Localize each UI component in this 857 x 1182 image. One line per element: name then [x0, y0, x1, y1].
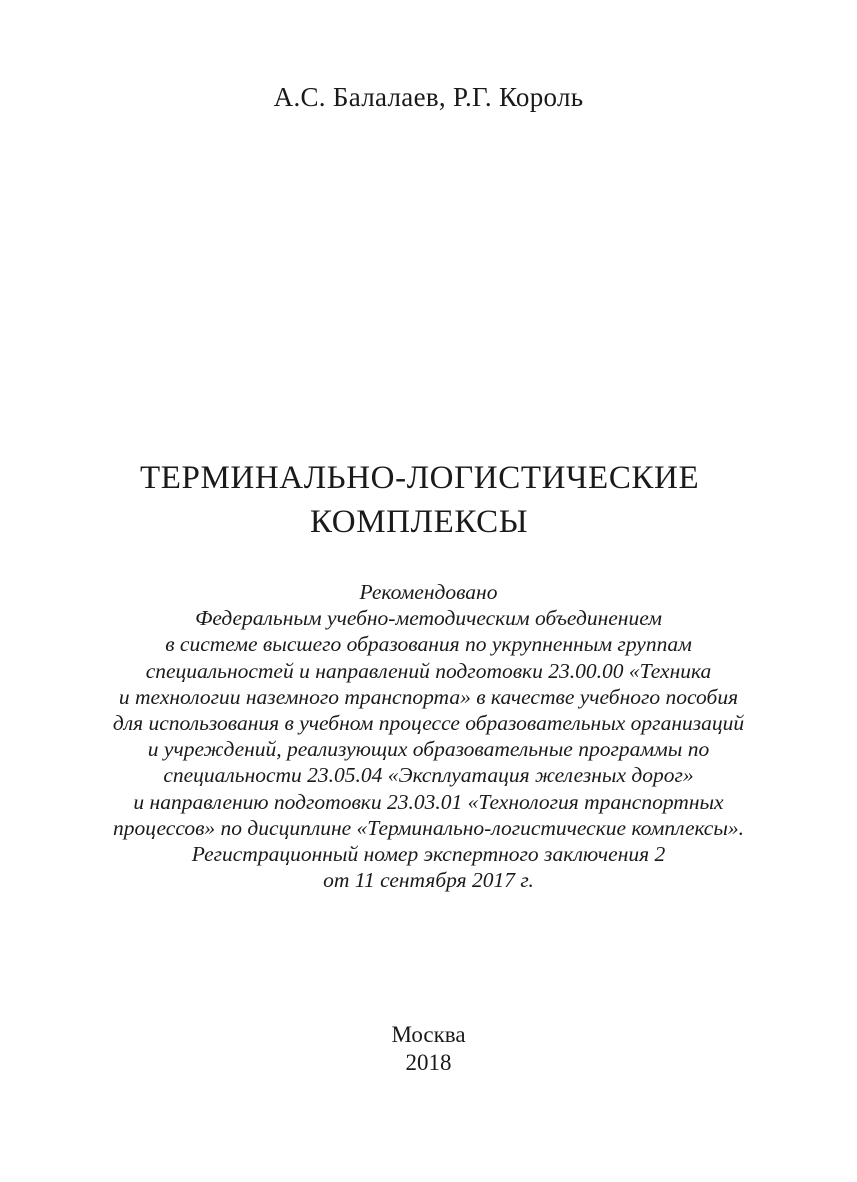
recommendation-line: и учреждений, реализующих образовательные программы по [147, 737, 710, 762]
recommendation-line: и технологии наземного транспорта» в качестве учебного пособия [118, 684, 739, 709]
recommendation-block [60, 579, 797, 893]
book-title-line-2: КОМПЛЕКСЫ [310, 504, 529, 540]
recommendation-line: Регистрационный номер экспертного заключения 2 [191, 842, 666, 867]
recommendation-line: Федеральным учебно-методическим объединением [195, 606, 662, 631]
recommendation-line: специальностей и направлений подготовки 23.00.00 «Техника [145, 658, 712, 683]
imprint [0, 1021, 857, 1077]
recommendation-line: в системе высшего образования по укрупненным группам [165, 632, 692, 657]
authors: А.С. Балалаев, Р.Г. Король [273, 82, 584, 112]
recommendation-line: для использования в учебном процессе образовательных организаций [112, 711, 745, 736]
book-title-line-1: ТЕРМИНАЛЬНО-ЛОГИСТИЧЕСКИЕ [140, 460, 700, 496]
imprint-year: 2018 [405, 1050, 452, 1075]
recommendation-line: и направлению подготовки 23.03.01 «Технология транспортных [133, 789, 724, 814]
recommendation-line: процессов» по дисциплине «Терминально-логистические комплексы». [112, 815, 745, 840]
recommendation-line: от 11 сентября 2017 г. [323, 868, 534, 893]
recommendation-line: Рекомендовано [359, 580, 498, 604]
imprint-city: Москва [391, 1022, 466, 1047]
recommendation-line: специальности 23.05.04 «Эксплуатация железных дорог» [163, 763, 694, 788]
